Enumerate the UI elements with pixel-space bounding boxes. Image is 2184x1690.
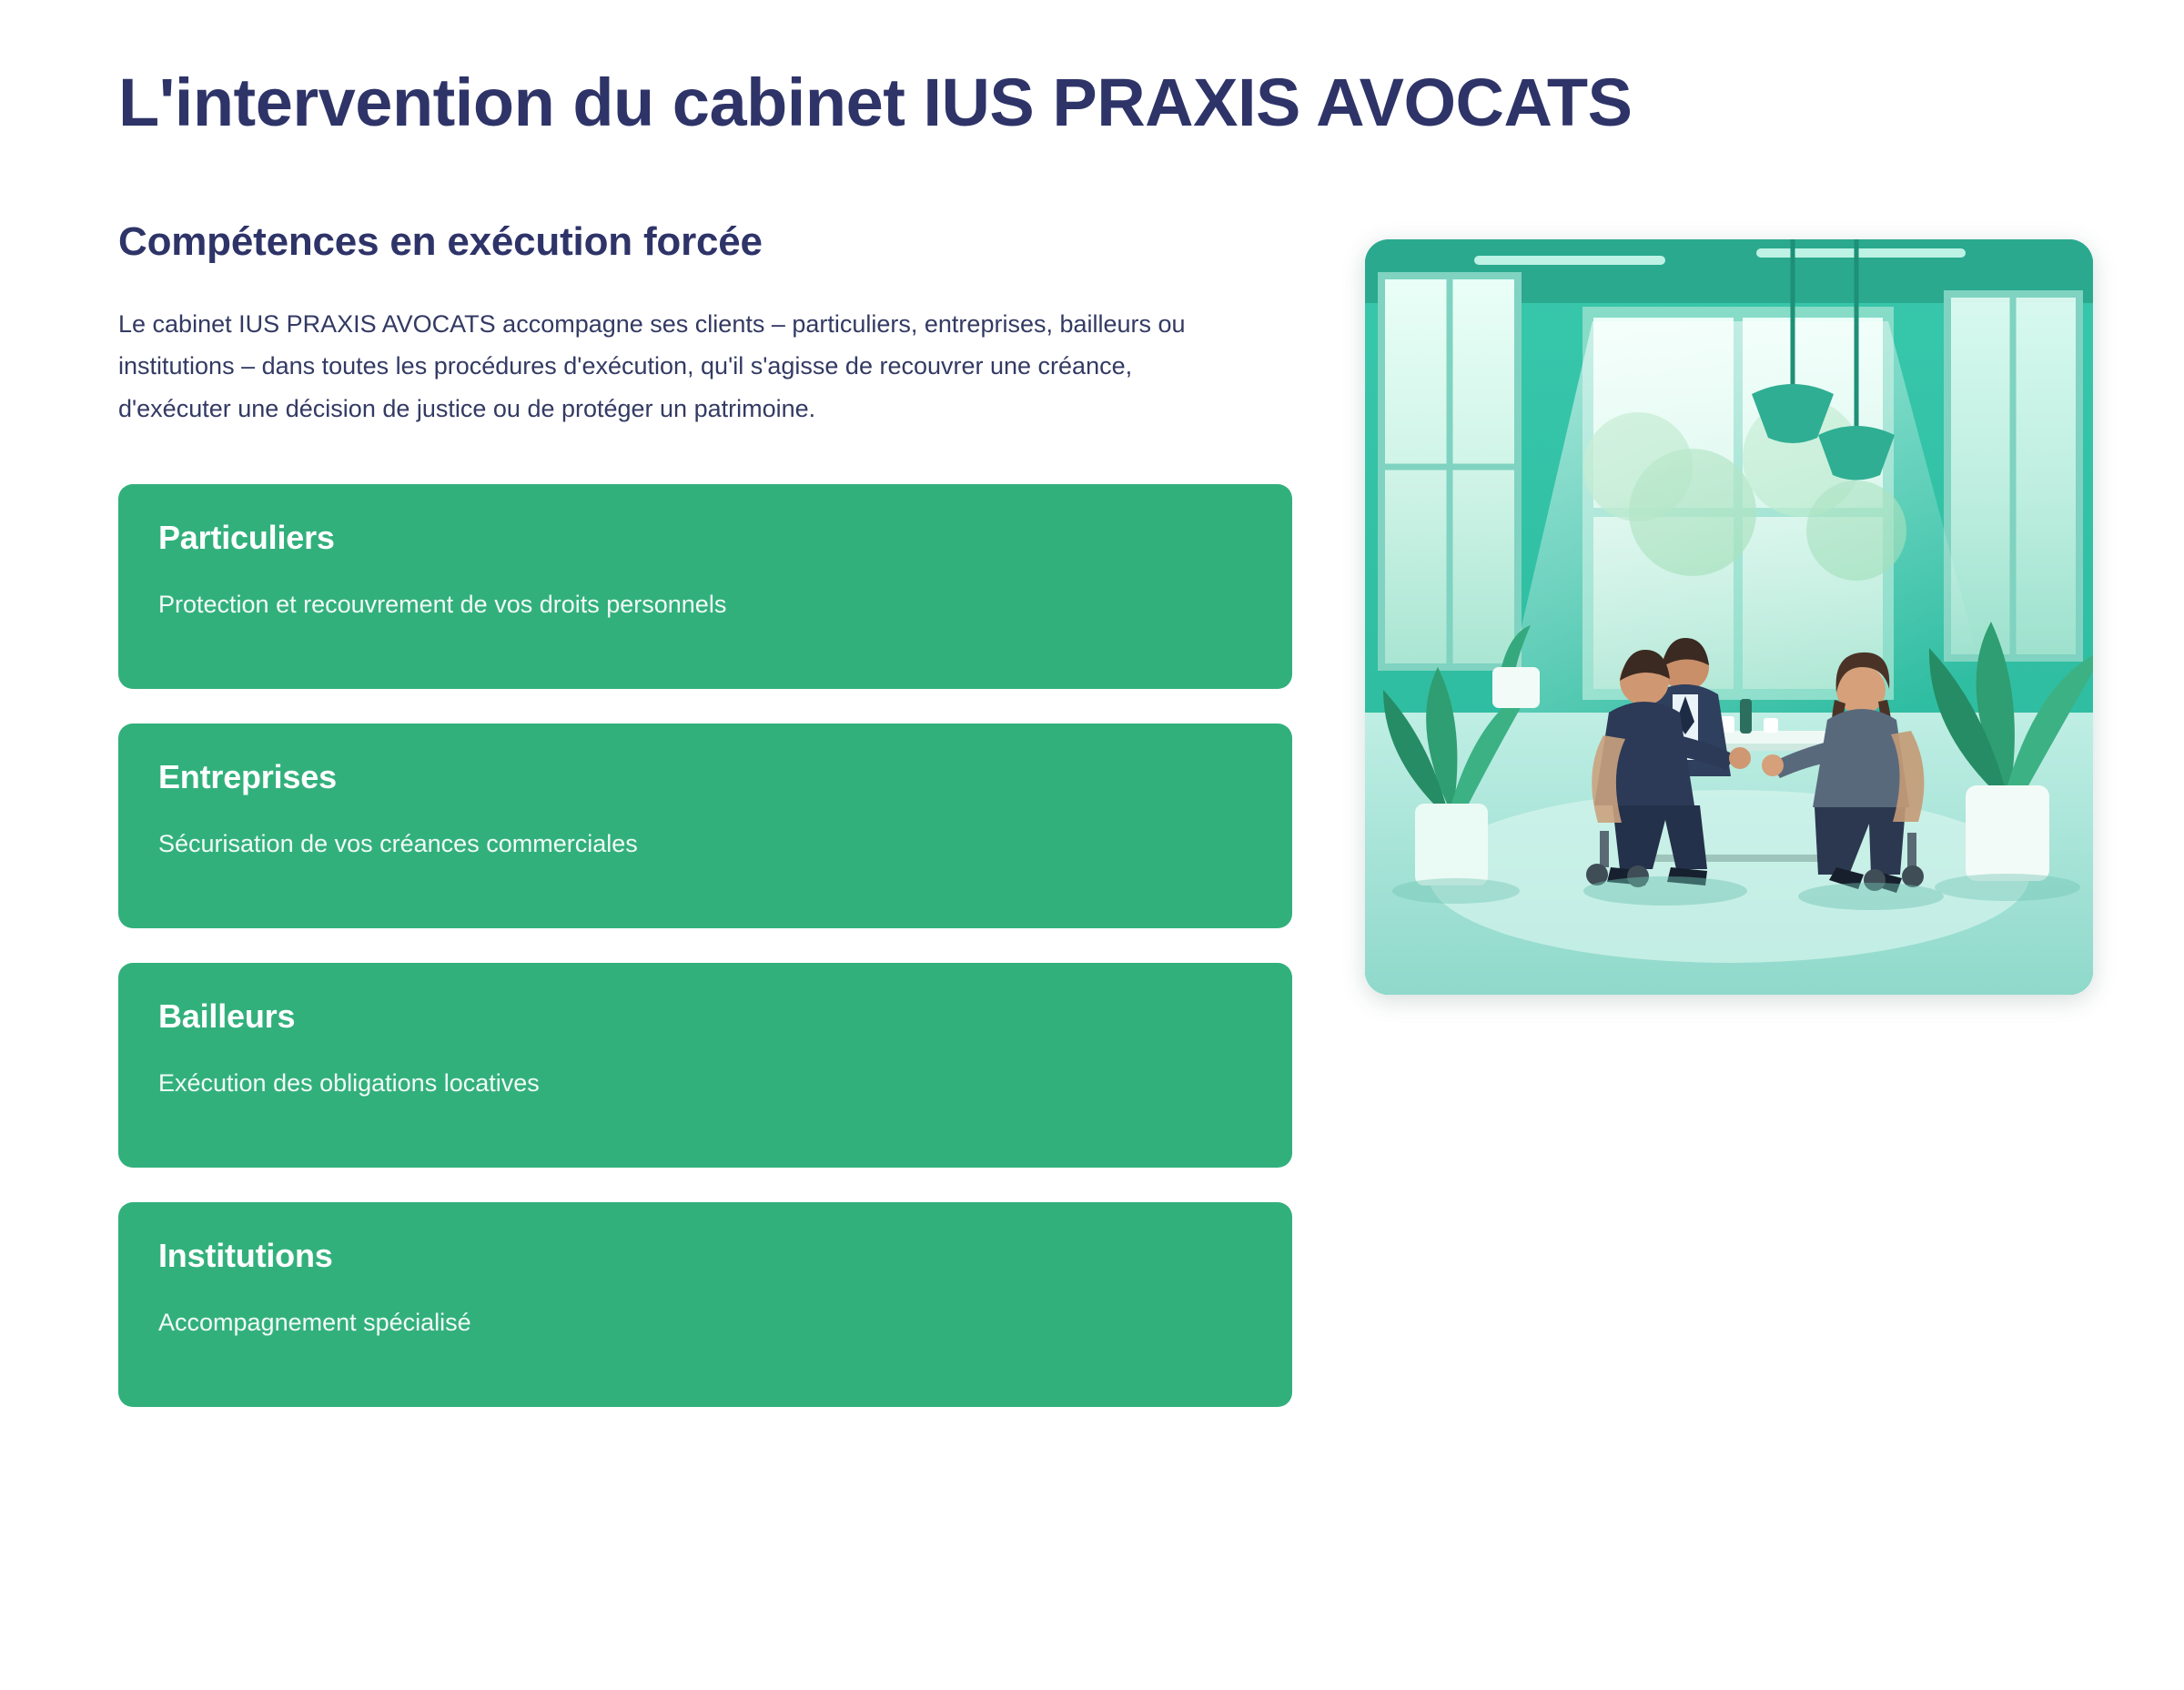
card-title: Bailleurs	[158, 997, 296, 1036]
office-meeting-illustration	[1365, 239, 2093, 995]
card-title: Entreprises	[158, 758, 337, 796]
card-entreprises[interactable]	[118, 724, 1292, 928]
card-bailleurs[interactable]	[118, 963, 1292, 1168]
card-title: Institutions	[158, 1237, 333, 1275]
card-description: Accompagnement spécialisé	[158, 1309, 471, 1337]
card-description: Exécution des obligations locatives	[158, 1069, 540, 1098]
card-institutions[interactable]	[118, 1202, 1292, 1407]
left-column	[118, 219, 1292, 1407]
card-description: Sécurisation de vos créances commerciales	[158, 830, 638, 858]
intro-paragraph: Le cabinet IUS PRAXIS AVOCATS accompagne ses clients – particuliers, entreprises, bailleurs ou institutions – dans toutes les procédures d'exécution, qu'il s'agisse de recouvrer une créance, d'exécuter une décision de justice ou de protéger un patrimoine.	[118, 309, 1186, 422]
office-meeting-photo	[1365, 239, 2093, 995]
section-heading: Compétences en exécution forcée	[118, 218, 763, 264]
content-columns	[118, 219, 2077, 1407]
card-description: Protection et recouvrement de vos droits personnels	[158, 591, 727, 619]
card-particuliers[interactable]	[118, 484, 1292, 689]
page-title: L'intervention du cabinet IUS PRAXIS AVOCATS	[118, 65, 1633, 140]
right-column	[1365, 219, 2093, 995]
card-title: Particuliers	[158, 519, 335, 557]
competency-card-list	[118, 484, 1292, 1407]
